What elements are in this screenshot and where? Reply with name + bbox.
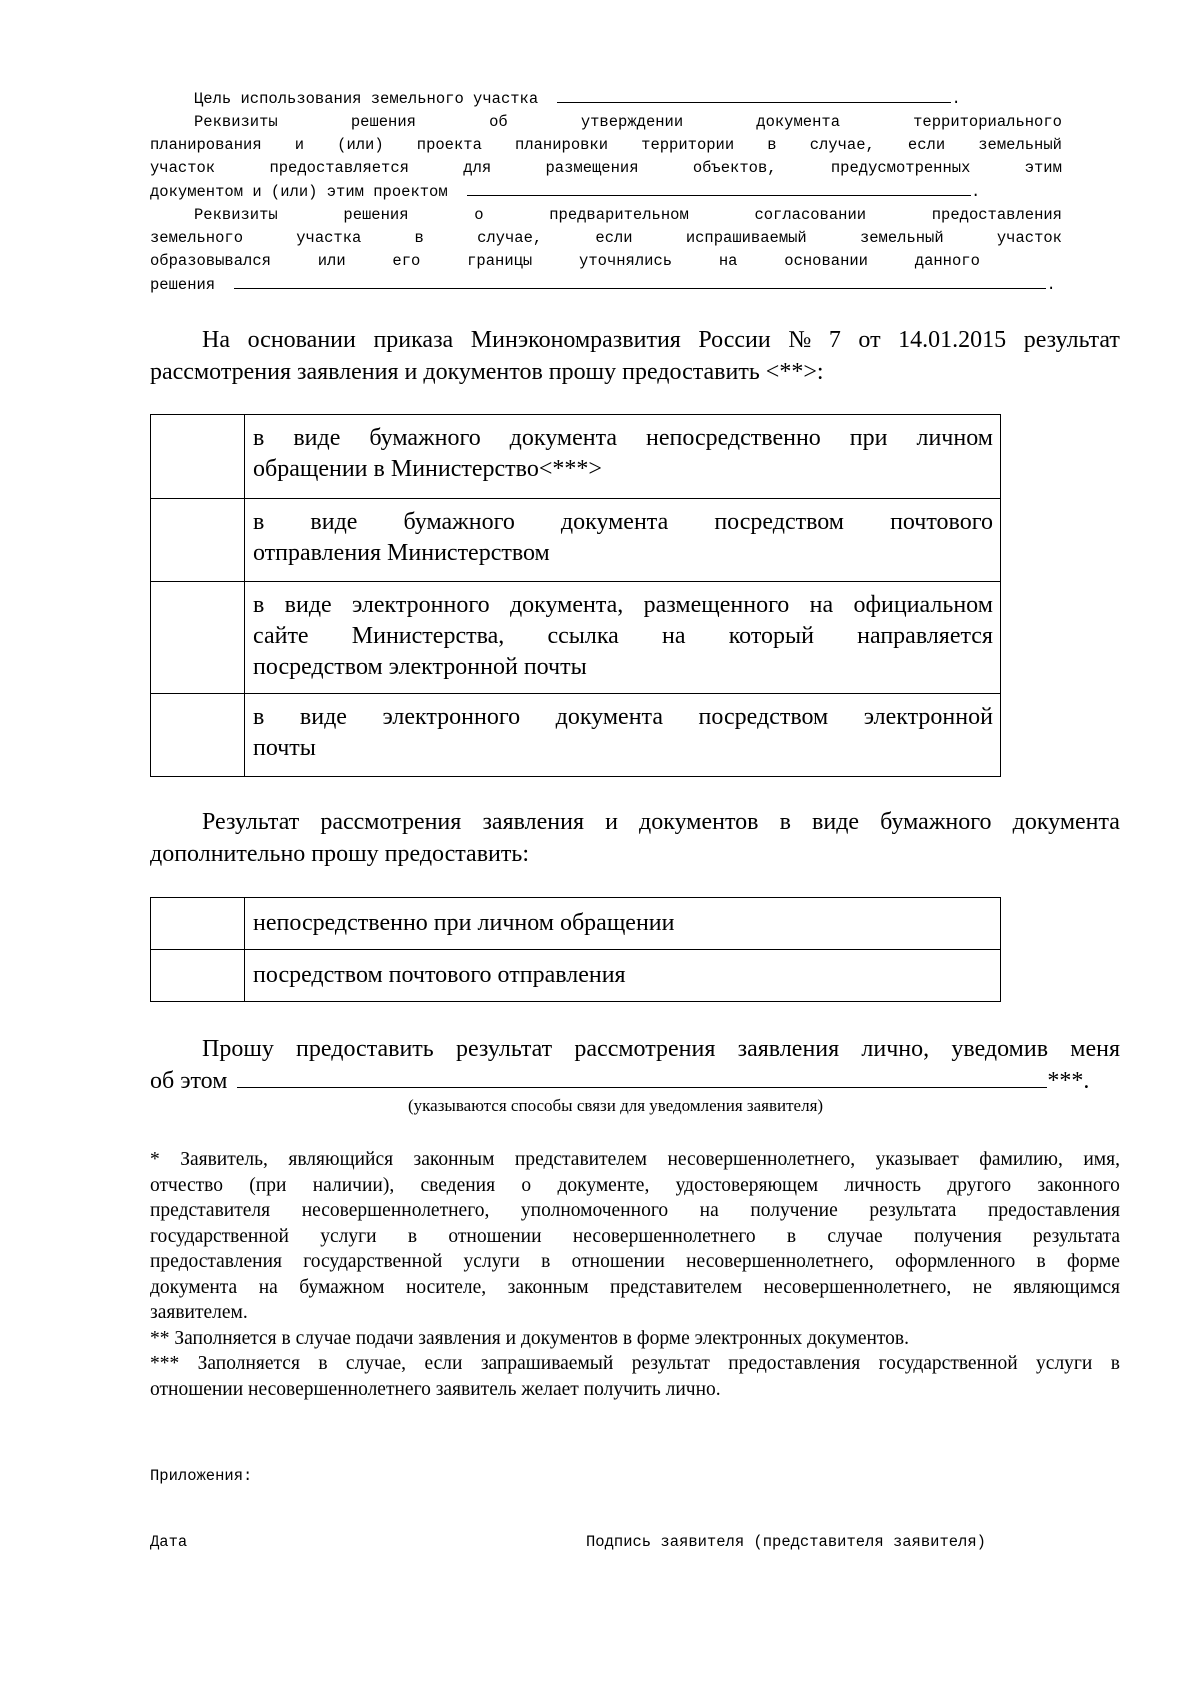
territory-last-label: документом и (или) этим проектом — [150, 183, 448, 201]
word: уведомив — [951, 1036, 1049, 1062]
word: бумажном — [299, 1276, 385, 1298]
option-checkbox[interactable] — [151, 694, 245, 777]
paper-option-row — [151, 898, 1001, 950]
footnote-3-last-line: отношении несовершеннолетнего заявитель желает получить лично. — [150, 1378, 721, 1400]
purpose-line — [194, 86, 961, 110]
word: форме — [1067, 1251, 1120, 1272]
word: о — [521, 1174, 532, 1196]
word: не — [972, 1276, 992, 1298]
word: направляется — [857, 623, 993, 649]
territory-field[interactable] — [467, 179, 971, 196]
word: меня — [1070, 1036, 1120, 1062]
paper-intro-line-2: дополнительно прошу предоставить: — [150, 841, 529, 867]
word: заявления — [482, 809, 584, 835]
word: в — [414, 229, 424, 247]
preliminary-end: . — [1046, 276, 1056, 294]
word: случае — [827, 1225, 883, 1247]
word: на — [662, 623, 686, 649]
word: приказа — [373, 327, 454, 353]
word: несовершеннолетнего, — [667, 1149, 856, 1170]
word: на — [809, 592, 834, 618]
word: виде — [293, 425, 341, 451]
word: в — [1036, 1251, 1046, 1272]
word: бумажного — [403, 509, 515, 535]
word: документа — [1012, 809, 1120, 835]
footnotes — [150, 1147, 1120, 1402]
preliminary-line-3 — [150, 249, 980, 273]
word: предоставления — [931, 206, 1062, 224]
word: предоставить — [296, 1036, 434, 1062]
word: при — [849, 425, 888, 451]
word: документе, — [557, 1174, 650, 1196]
paper-option-row — [151, 950, 1001, 1002]
word: документов — [639, 809, 759, 835]
footnote-1-line — [150, 1249, 1120, 1275]
word: законным — [507, 1276, 589, 1298]
word: являющимся — [1013, 1276, 1120, 1298]
word: решения — [343, 206, 409, 224]
personal-line-1 — [202, 1033, 1120, 1065]
word: основании — [784, 252, 868, 270]
option-text — [245, 582, 1001, 694]
date-label: Дата — [150, 1533, 188, 1551]
word: имя, — [1083, 1149, 1120, 1170]
word: получения — [913, 1225, 1002, 1247]
word: * — [150, 1149, 160, 1170]
preliminary-field[interactable] — [234, 272, 1046, 289]
purpose-end: . — [951, 90, 961, 108]
word: в — [1110, 1353, 1120, 1374]
territory-line-3 — [150, 156, 1062, 180]
preliminary-line-2 — [150, 226, 1062, 250]
word: представителя — [150, 1200, 271, 1221]
footnote-2: ** Заполняется в случае подачи заявления и документов в форме электронных документов. — [150, 1327, 910, 1349]
word: проекта — [416, 136, 482, 154]
word: если — [424, 1353, 463, 1374]
option-4-line-1 — [253, 702, 993, 733]
word: *** — [150, 1353, 180, 1374]
word: Реквизиты — [194, 113, 278, 131]
word: 14.01.2015 — [898, 327, 1007, 353]
word: документа — [150, 1276, 238, 1298]
word: который — [728, 623, 814, 649]
word: в — [767, 136, 777, 154]
word: отношении — [448, 1225, 542, 1247]
word: (при — [249, 1174, 287, 1196]
signature-label: Подпись заявителя (представителя заявителя) — [586, 1533, 986, 1551]
footnote-1-line — [150, 1198, 1120, 1224]
word: Заявитель, — [180, 1149, 268, 1170]
contact-method-field[interactable] — [237, 1065, 1047, 1088]
word: наличии), — [312, 1174, 395, 1196]
word: или — [317, 252, 346, 270]
word: земельного — [150, 229, 244, 247]
territory-line-4 — [150, 179, 980, 203]
word: законного — [1037, 1174, 1120, 1196]
contact-hint: (указываются способы связи для уведомления заявителя) — [408, 1096, 824, 1115]
word: указывает — [875, 1149, 959, 1170]
paper-option-text: посредством почтового отправления — [245, 950, 1001, 1002]
word: электронного — [352, 592, 490, 618]
word: в — [407, 1225, 418, 1247]
word: участок — [150, 159, 216, 177]
option-text — [245, 694, 1001, 777]
word: случае, — [809, 136, 875, 154]
word: отчество — [150, 1174, 223, 1196]
personal-line-2 — [150, 1065, 1089, 1097]
word: ссылка — [547, 623, 619, 649]
word: документа, — [509, 592, 624, 618]
word: документа — [509, 425, 618, 451]
paper-option-checkbox[interactable] — [151, 898, 245, 950]
word: в — [253, 425, 265, 451]
word: решения — [350, 113, 416, 131]
footnote-3-line — [150, 1351, 1120, 1377]
word: его — [392, 252, 421, 270]
word: земельный — [978, 136, 1062, 154]
word: официальном — [853, 592, 993, 618]
word: территориального — [913, 113, 1062, 131]
word: и — [294, 136, 305, 154]
word: виде — [812, 809, 860, 835]
word: предоставляется — [269, 159, 409, 177]
word: непосредственно — [646, 425, 821, 451]
word: планировки — [515, 136, 609, 154]
word: Заполняется — [197, 1353, 300, 1374]
word: сведения — [420, 1174, 496, 1196]
footnote-1-line — [150, 1275, 1120, 1301]
word: от — [858, 327, 881, 353]
word: документа — [555, 704, 663, 730]
purpose-field[interactable] — [557, 86, 951, 103]
word: результат — [631, 1353, 710, 1374]
word: случае, — [477, 229, 543, 247]
paper-option-text: непосредственно при личном обращении — [245, 898, 1001, 950]
word: если — [595, 229, 633, 247]
word: другого — [947, 1174, 1012, 1196]
word: России — [698, 327, 771, 353]
word: виде — [284, 592, 332, 618]
footnote-1-line — [150, 1147, 1120, 1173]
territory-end: . — [970, 183, 981, 201]
paper-options-table — [150, 897, 1001, 1002]
paper-option-checkbox[interactable] — [151, 950, 245, 1002]
word: носителе, — [405, 1276, 487, 1298]
word: представителем — [610, 1276, 743, 1298]
result-intro-line-2: рассмотрения заявления и документов прошу предоставить <**>: — [150, 359, 824, 385]
word: Результат — [202, 809, 300, 835]
footnote-1-last-line: заявителем. — [150, 1302, 248, 1323]
territory-line-1 — [194, 110, 1062, 134]
word: электронной — [863, 704, 993, 730]
word: (или) — [337, 136, 384, 154]
word: предоставления — [728, 1353, 861, 1374]
word: в — [253, 592, 265, 618]
territory-line-2 — [150, 133, 1062, 157]
option-2-line-1 — [253, 507, 993, 538]
word: участок — [996, 229, 1062, 247]
word: являющийся — [288, 1149, 394, 1170]
word: почтового — [890, 509, 993, 535]
word: несовершеннолетнего, — [301, 1200, 490, 1221]
word: Реквизиты — [194, 206, 278, 224]
word: документа — [560, 509, 669, 535]
word: государственной — [150, 1225, 289, 1247]
word: отношении — [571, 1251, 665, 1272]
option-4-line-2: почты — [253, 735, 316, 761]
option-row — [151, 694, 1001, 777]
word: в — [786, 1225, 797, 1247]
word: данного — [914, 252, 980, 270]
option-3-line-2 — [253, 621, 993, 652]
word: Минэкономразвития — [470, 327, 681, 353]
word: размещения — [545, 159, 639, 177]
word: государственной — [878, 1353, 1018, 1374]
footnote-1-line — [150, 1173, 1120, 1199]
word: рассмотрения — [574, 1036, 716, 1062]
word: сайте — [253, 623, 309, 649]
word: лично, — [861, 1036, 930, 1062]
word: участка — [296, 229, 362, 247]
word: уполномоченного — [520, 1200, 669, 1221]
personal-end: ***. — [1047, 1068, 1090, 1094]
word: заявления — [737, 1036, 840, 1062]
word: испрашиваемый — [685, 229, 807, 247]
option-checkbox[interactable] — [151, 415, 245, 499]
word: результат — [1023, 327, 1120, 353]
word: № — [788, 327, 812, 353]
word: несовершеннолетнего — [572, 1225, 756, 1247]
word: несовершеннолетнего, — [686, 1251, 874, 1272]
option-1-line-2: обращении в Министерство<***> — [253, 456, 602, 482]
word: посредством — [698, 704, 829, 730]
result-intro-line-1 — [202, 324, 1120, 356]
personal-label: об этом — [150, 1068, 228, 1094]
word: личность — [844, 1174, 922, 1196]
word: земельный — [859, 229, 944, 247]
word: предусмотренных — [830, 159, 971, 177]
word: согласовании — [754, 206, 867, 224]
word: Министерства, — [351, 623, 505, 649]
word: территории — [641, 136, 735, 154]
word: в — [253, 704, 265, 730]
word: На — [202, 327, 230, 353]
word: утверждении — [580, 113, 684, 131]
word: на — [699, 1200, 719, 1221]
word: фамилию, — [979, 1149, 1063, 1170]
word: о — [474, 206, 484, 224]
word: случае, — [345, 1353, 407, 1374]
word: объектов, — [692, 159, 777, 177]
word: законным — [413, 1149, 495, 1170]
word: основании — [247, 327, 356, 353]
word: результата — [1032, 1225, 1120, 1247]
option-3-line-1 — [253, 590, 993, 621]
word: предварительном — [549, 206, 689, 224]
option-checkbox[interactable] — [151, 499, 245, 582]
word: несовершеннолетнего, — [763, 1276, 952, 1298]
preliminary-line-4 — [150, 272, 1056, 296]
word: в — [318, 1353, 328, 1374]
option-checkbox[interactable] — [151, 582, 245, 694]
word: и — [605, 809, 618, 835]
option-3-line-3: посредством электронной почты — [253, 654, 587, 680]
word: услуги — [320, 1225, 377, 1247]
word: оформленного — [895, 1251, 1016, 1272]
word: личном — [916, 425, 993, 451]
word: в — [541, 1251, 551, 1272]
option-row — [151, 415, 1001, 499]
word: бумажного — [369, 425, 481, 451]
word: планирования — [150, 136, 262, 154]
word: запрашиваемый — [480, 1353, 614, 1374]
word: рассмотрения — [320, 809, 462, 835]
footnote-1-line — [150, 1224, 1120, 1250]
word: если — [907, 136, 946, 154]
option-row — [151, 582, 1001, 694]
word: на — [258, 1276, 278, 1298]
word: предоставления — [987, 1200, 1120, 1221]
word: документа — [756, 113, 840, 131]
word: для — [463, 159, 492, 177]
word: бумажного — [880, 809, 992, 835]
word: услуги — [1036, 1353, 1093, 1374]
option-2-line-2: отправления Министерством — [253, 540, 550, 566]
word: виде — [299, 704, 347, 730]
word: границы — [467, 252, 533, 270]
preliminary-last-label: решения — [150, 276, 216, 294]
word: результата — [869, 1200, 957, 1221]
word: этим — [1024, 159, 1062, 177]
word: на — [718, 252, 738, 270]
word: электронного — [382, 704, 521, 730]
attachments-label: Приложения: — [150, 1467, 253, 1485]
option-text — [245, 415, 1001, 499]
option-row — [151, 499, 1001, 582]
paper-intro-line-1 — [202, 806, 1120, 838]
word: в — [779, 809, 791, 835]
word: 7 — [828, 327, 841, 353]
delivery-options-table — [150, 414, 1001, 777]
purpose-label: Цель использования земельного участка — [194, 90, 539, 108]
word: образовывался — [150, 252, 271, 270]
word: государственной — [303, 1251, 443, 1272]
option-1-line-1 — [253, 423, 993, 454]
word: виде — [310, 509, 358, 535]
word: об — [489, 113, 508, 131]
word: посредством — [714, 509, 844, 535]
word: результат — [455, 1036, 553, 1062]
preliminary-line-1 — [194, 203, 1062, 227]
word: получение — [750, 1200, 838, 1221]
word: уточнялись — [579, 252, 673, 270]
word: Прошу — [202, 1036, 274, 1062]
word: услуги — [463, 1251, 520, 1272]
word: предоставления — [150, 1251, 282, 1272]
word: размещенного — [643, 592, 790, 618]
option-text — [245, 499, 1001, 582]
word: в — [253, 509, 265, 535]
word: представителем — [514, 1149, 648, 1170]
word: удостоверяющем — [675, 1174, 819, 1196]
